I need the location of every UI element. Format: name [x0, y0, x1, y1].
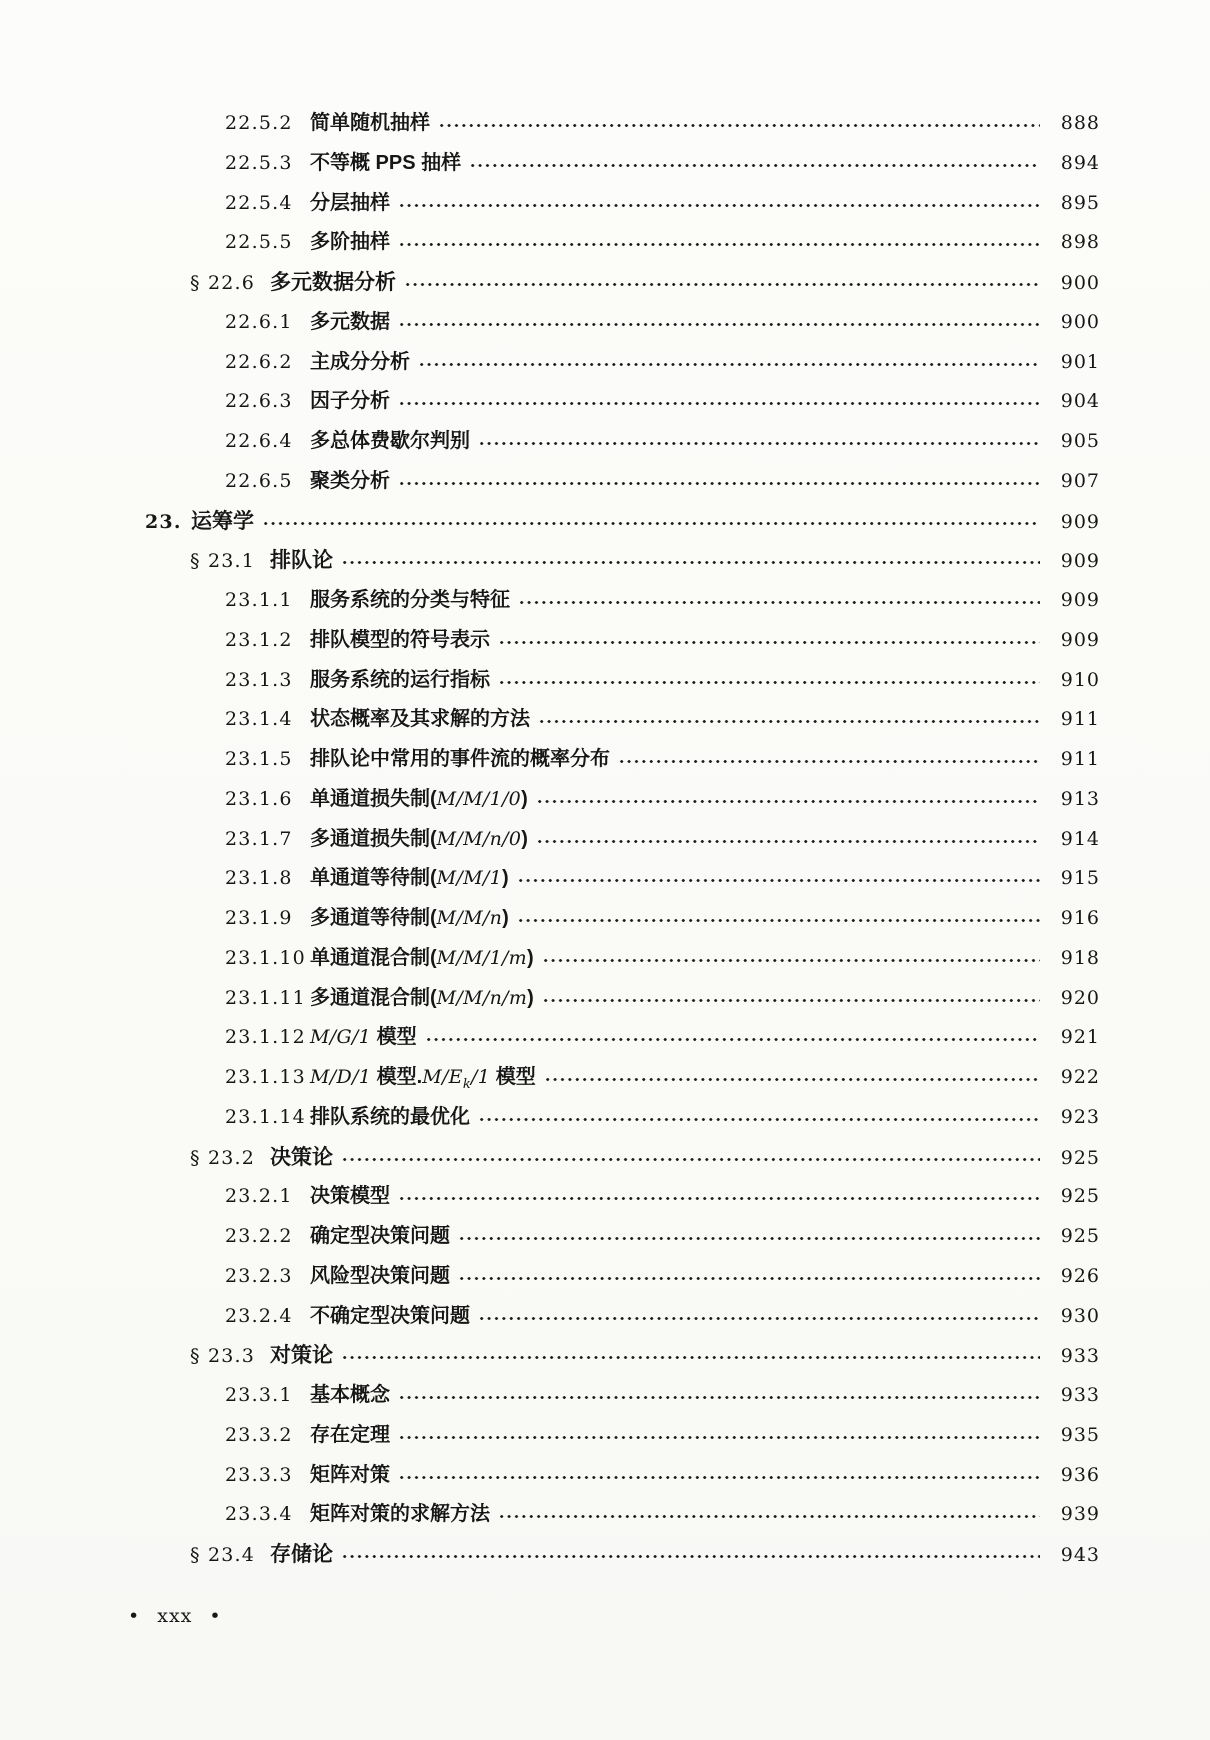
- dot-leader: [497, 621, 1040, 661]
- toc-entry-title: [310, 1456, 390, 1496]
- page-number: 894: [1060, 151, 1100, 174]
- toc-entry-title: [310, 899, 509, 939]
- toc-entry: [0, 780, 1210, 820]
- dot-leader: [537, 700, 1040, 740]
- toc-entry-title: [310, 1376, 390, 1416]
- toc-entry-title: [310, 700, 530, 740]
- toc-entry: [0, 541, 1210, 581]
- title-text: 存在定理: [310, 1423, 390, 1446]
- toc-entry-number: 23.1.5: [225, 748, 293, 770]
- toc-entry: [0, 1416, 1210, 1456]
- toc-entry-title: [270, 1336, 333, 1376]
- page-number: 911: [1060, 708, 1100, 731]
- toc-entry-title: [270, 263, 396, 303]
- title-text: 主成分分析: [310, 350, 410, 373]
- toc-entry-number: 22.5.3: [225, 151, 293, 174]
- toc-entry: [0, 581, 1210, 621]
- title-text: 运筹学: [191, 509, 254, 533]
- toc-entry: [0, 1257, 1210, 1297]
- toc-entry-number: § 23.3: [190, 1345, 256, 1368]
- dot-leader: [477, 422, 1040, 462]
- title-text: 决策论: [270, 1145, 333, 1169]
- page-number: 920: [1060, 986, 1100, 1009]
- toc-entry-number: 23.1.4: [225, 708, 293, 731]
- dot-leader: [340, 541, 1040, 581]
- toc-entry-title: [310, 1257, 450, 1297]
- title-text: 分层抽样: [310, 191, 390, 214]
- page-number: 907: [1060, 469, 1100, 492]
- toc-entry-number: 23.2.1: [225, 1185, 293, 1208]
- title-text: ): [521, 787, 528, 810]
- toc-entry: [0, 263, 1210, 303]
- toc-entry: [0, 104, 1210, 144]
- title-text: 存储论: [270, 1543, 333, 1566]
- toc-entry-number: § 22.6: [190, 272, 256, 294]
- toc-entry-title: [310, 859, 509, 899]
- title-text: 聚类分析: [310, 469, 390, 492]
- toc-entry: [0, 1535, 1210, 1575]
- dot-leader: [417, 343, 1040, 383]
- toc-entry-title: [310, 184, 390, 224]
- title-text: 模型: [371, 1026, 417, 1049]
- title-text: 矩阵对策: [310, 1463, 390, 1486]
- title-text: 简单随机抽样: [310, 112, 430, 134]
- page-number: 901: [1060, 350, 1100, 373]
- toc-entry: [0, 1456, 1210, 1496]
- title-text: 单通道混合制(: [310, 946, 437, 969]
- page-number: 888: [1060, 112, 1100, 134]
- toc-entry-title: [310, 343, 410, 383]
- page-number: 898: [1060, 231, 1100, 254]
- page-number: 933: [1060, 1384, 1100, 1406]
- dot-leader: [516, 899, 1040, 939]
- math-text: /1: [471, 1066, 491, 1088]
- toc-entry: [0, 1018, 1210, 1058]
- toc-entry-title: [310, 223, 390, 263]
- toc-entry-title: [310, 462, 390, 502]
- toc-entry: [0, 502, 1210, 542]
- title-text: 多通道损失制(: [310, 827, 437, 850]
- math-text: M/M/n/m: [436, 986, 528, 1009]
- toc-entry: [0, 621, 1210, 661]
- toc-entry: [0, 343, 1210, 383]
- title-text: 不确定型决策问题: [310, 1304, 470, 1327]
- toc-entry-number: 23.3.3: [225, 1463, 293, 1486]
- math-text: M/M/n/0: [436, 827, 522, 850]
- page-number: 943: [1060, 1544, 1100, 1566]
- toc-entry: [0, 740, 1210, 780]
- toc-entry-title: [310, 939, 534, 979]
- toc-entry-title: [310, 581, 510, 621]
- dot-leader: [541, 939, 1040, 979]
- title-text: 模型: [490, 1066, 536, 1088]
- title-text: 对策论: [270, 1344, 333, 1368]
- title-text: 多总体费歇尔判别: [310, 430, 470, 452]
- page-number: 910: [1060, 668, 1100, 691]
- toc-entry-title: [310, 144, 461, 184]
- math-text: M/E: [422, 1066, 463, 1088]
- toc-entry-number: 22.5.2: [225, 112, 293, 134]
- toc-entry: [0, 661, 1210, 701]
- toc-entry: [0, 1495, 1210, 1535]
- toc-entry-number: 23.1.2: [225, 628, 293, 651]
- title-text: ): [527, 946, 534, 969]
- dot-leader: [617, 740, 1040, 780]
- toc-entry-number: 23.3.4: [225, 1503, 293, 1526]
- toc-entry-title: [310, 422, 470, 462]
- dot-leader: [477, 1098, 1040, 1138]
- toc-entry-number: 23.1.10: [225, 946, 306, 969]
- title-text: ): [502, 907, 509, 929]
- math-text: M/G/1: [310, 1026, 372, 1049]
- page-number: 935: [1060, 1423, 1100, 1446]
- toc-entry-title: [310, 1058, 536, 1098]
- dot-leader: [340, 1535, 1040, 1575]
- title-text: 多阶抽样: [310, 231, 390, 254]
- page-number: 909: [1060, 550, 1100, 573]
- dot-leader: [424, 1018, 1040, 1058]
- page-number: 914: [1060, 827, 1100, 850]
- dot-leader: [497, 1495, 1040, 1535]
- title-text: 排队模型的符号表示: [310, 628, 490, 651]
- toc-entry: [0, 899, 1210, 939]
- toc-entry-title: [310, 1495, 490, 1535]
- toc-entry-title: [310, 1018, 417, 1058]
- math-text: M/M/1/m: [436, 946, 527, 969]
- page-number: 936: [1060, 1463, 1100, 1486]
- title-text: 因子分析: [310, 390, 390, 413]
- toc-entry-number: 23.3.1: [225, 1384, 293, 1406]
- toc-entry-number: 22.5.5: [225, 231, 293, 254]
- dot-leader: [397, 184, 1040, 224]
- title-text: 排队论: [270, 549, 333, 573]
- math-text: M/D/1: [310, 1066, 372, 1088]
- dot-leader: [517, 581, 1040, 621]
- title-text: 单通道等待制(: [310, 867, 437, 890]
- title-text: 多元数据分析: [270, 271, 396, 294]
- dot-leader: [543, 1058, 1040, 1098]
- toc-entry: [0, 382, 1210, 422]
- toc-entry: [0, 462, 1210, 502]
- toc-entry-title: [310, 104, 430, 144]
- page-number: 925: [1060, 1146, 1100, 1169]
- toc-entry: [0, 1058, 1210, 1098]
- title-text: 多通道等待制(: [310, 907, 437, 929]
- page-number: 921: [1060, 1026, 1100, 1049]
- math-text: M/M/n: [436, 907, 503, 929]
- toc-entry: [0, 1138, 1210, 1178]
- dot-leader: [397, 223, 1040, 263]
- toc-entry-number: 23.1.3: [225, 668, 293, 691]
- toc-entry-number: 23.1.9: [225, 907, 293, 929]
- toc-entry-number: § 23.1: [190, 550, 256, 573]
- dot-leader: [477, 1297, 1040, 1337]
- toc-entry: [0, 303, 1210, 343]
- page-number: 915: [1060, 867, 1100, 890]
- title-text: 单通道损失制(: [310, 787, 437, 810]
- math-text: k: [462, 1077, 472, 1092]
- toc-entry-number: § 23.2: [190, 1146, 256, 1169]
- toc-entry-number: 23.1.7: [225, 827, 293, 850]
- toc-entry-title: [310, 382, 390, 422]
- title-text: 矩阵对策的求解方法: [310, 1503, 490, 1526]
- page-number: 895: [1060, 191, 1100, 214]
- page-number: 939: [1060, 1503, 1100, 1526]
- dot-leader: [397, 1376, 1040, 1416]
- toc-entry: [0, 1177, 1210, 1217]
- page-number: 909: [1060, 589, 1100, 611]
- page-number: 905: [1060, 430, 1100, 452]
- toc-entry: [0, 1336, 1210, 1376]
- page-number: 926: [1060, 1264, 1100, 1287]
- dot-leader: [541, 979, 1040, 1019]
- toc-entry-title: [270, 541, 333, 581]
- title-text: 服务系统的运行指标: [310, 668, 490, 691]
- toc-entry-number: 22.6.1: [225, 310, 293, 333]
- dot-leader: [535, 780, 1040, 820]
- title-text: 不等概 PPS 抽样: [310, 151, 462, 174]
- toc-entry-title: [310, 621, 490, 661]
- dot-leader: [497, 661, 1040, 701]
- dot-leader: [403, 263, 1040, 303]
- page-number: 925: [1060, 1185, 1100, 1208]
- toc-entry-title: [191, 502, 254, 542]
- toc-entry-number: 22.5.4: [225, 191, 293, 214]
- dot-leader: [397, 462, 1040, 502]
- toc-entry-number: 22.6.2: [225, 350, 293, 373]
- toc-entry-title: [310, 1177, 390, 1217]
- dot-leader: [397, 303, 1040, 343]
- toc-entry: [0, 820, 1210, 860]
- toc-entry-title: [310, 1217, 450, 1257]
- toc-entry-number: 22.6.3: [225, 390, 293, 413]
- dot-leader: [340, 1336, 1040, 1376]
- dot-leader: [397, 382, 1040, 422]
- toc-entry: [0, 1376, 1210, 1416]
- page-number: 918: [1060, 946, 1100, 969]
- dot-leader: [457, 1257, 1040, 1297]
- page-number: 900: [1060, 272, 1100, 294]
- toc-entry: [0, 1297, 1210, 1337]
- toc-entry-title: [310, 820, 528, 860]
- toc-entry-title: [270, 1535, 333, 1575]
- toc-entry-number: 23.3.2: [225, 1423, 293, 1446]
- toc-entry-number: 22.6.5: [225, 469, 293, 492]
- toc-entry-number: § 23.4: [190, 1544, 256, 1566]
- dot-leader: [397, 1456, 1040, 1496]
- dot-leader: [261, 502, 1040, 542]
- toc-entry-title: [310, 661, 490, 701]
- page-number: 909: [1060, 628, 1100, 651]
- toc-entry: [0, 422, 1210, 462]
- title-text: 决策模型: [310, 1185, 390, 1208]
- dot-leader: [468, 144, 1040, 184]
- toc-entry-number: 23.1.6: [225, 787, 293, 810]
- toc-entry-number: 23.1.1: [225, 589, 293, 611]
- toc-entry: [0, 1217, 1210, 1257]
- toc-entry-title: [310, 780, 528, 820]
- title-text: 模型.: [371, 1066, 423, 1088]
- folio-page-number: • xxx •: [128, 1605, 222, 1627]
- toc-entry: [0, 939, 1210, 979]
- dot-leader: [457, 1217, 1040, 1257]
- toc-entry-number: 23.1.12: [225, 1026, 306, 1049]
- title-text: 基本概念: [310, 1384, 390, 1406]
- toc-entry-title: [310, 740, 610, 780]
- toc-entry-title: [310, 1416, 390, 1456]
- toc-entry: [0, 700, 1210, 740]
- dot-leader: [516, 859, 1040, 899]
- title-text: 排队论中常用的事件流的概率分布: [310, 748, 610, 770]
- table-of-contents: [0, 104, 1210, 1575]
- title-text: 服务系统的分类与特征: [310, 589, 510, 611]
- toc-entry-number: 23.2.3: [225, 1264, 293, 1287]
- toc-entry-number: 23.1.11: [225, 986, 306, 1009]
- toc-entry-number: 23.1.13: [225, 1066, 306, 1088]
- page-footer: [128, 1605, 222, 1627]
- toc-entry-number: 23.1.8: [225, 867, 293, 890]
- toc-entry-title: [310, 1297, 470, 1337]
- page-number: 933: [1060, 1345, 1100, 1368]
- title-text: ): [521, 827, 528, 850]
- toc-entry: [0, 1098, 1210, 1138]
- toc-entry-number: 23.2.4: [225, 1304, 293, 1327]
- toc-entry: [0, 223, 1210, 263]
- dot-leader: [437, 104, 1040, 144]
- page-number: 913: [1060, 787, 1100, 810]
- toc-entry-number: 23.2.2: [225, 1225, 293, 1247]
- toc-entry-number: 23.: [145, 510, 182, 533]
- math-text: M/M/1: [436, 867, 502, 890]
- dot-leader: [397, 1177, 1040, 1217]
- page-number: 925: [1060, 1225, 1100, 1247]
- toc-entry: [0, 144, 1210, 184]
- title-text: 确定型决策问题: [310, 1225, 450, 1247]
- toc-entry-title: [270, 1138, 333, 1178]
- page-number: 916: [1060, 907, 1100, 929]
- page-number: 909: [1060, 510, 1100, 533]
- title-text: 多元数据: [310, 310, 390, 333]
- toc-entry-number: 22.6.4: [225, 430, 293, 452]
- title-text: 状态概率及其求解的方法: [310, 708, 530, 731]
- page-number: 904: [1060, 390, 1100, 413]
- page-number: 911: [1060, 748, 1100, 770]
- title-text: ): [501, 867, 509, 890]
- toc-entry-title: [310, 303, 390, 343]
- title-text: 多通道混合制(: [310, 986, 437, 1009]
- toc-entry-number: 23.1.14: [225, 1105, 306, 1128]
- toc-entry: [0, 859, 1210, 899]
- title-text: 风险型决策问题: [310, 1264, 450, 1287]
- dot-leader: [535, 820, 1040, 860]
- toc-entry-title: [310, 979, 534, 1019]
- toc-entry-title: [310, 1098, 470, 1138]
- page-number: 930: [1060, 1304, 1100, 1327]
- dot-leader: [397, 1416, 1040, 1456]
- toc-entry: [0, 979, 1210, 1019]
- math-text: M/M/1/0: [436, 787, 522, 810]
- page-number: 922: [1060, 1066, 1100, 1088]
- page-number: 923: [1060, 1105, 1100, 1128]
- page-number: 900: [1060, 310, 1100, 333]
- dot-leader: [340, 1138, 1040, 1178]
- title-text: ): [527, 986, 534, 1009]
- title-text: 排队系统的最优化: [310, 1105, 470, 1128]
- toc-entry: [0, 184, 1210, 224]
